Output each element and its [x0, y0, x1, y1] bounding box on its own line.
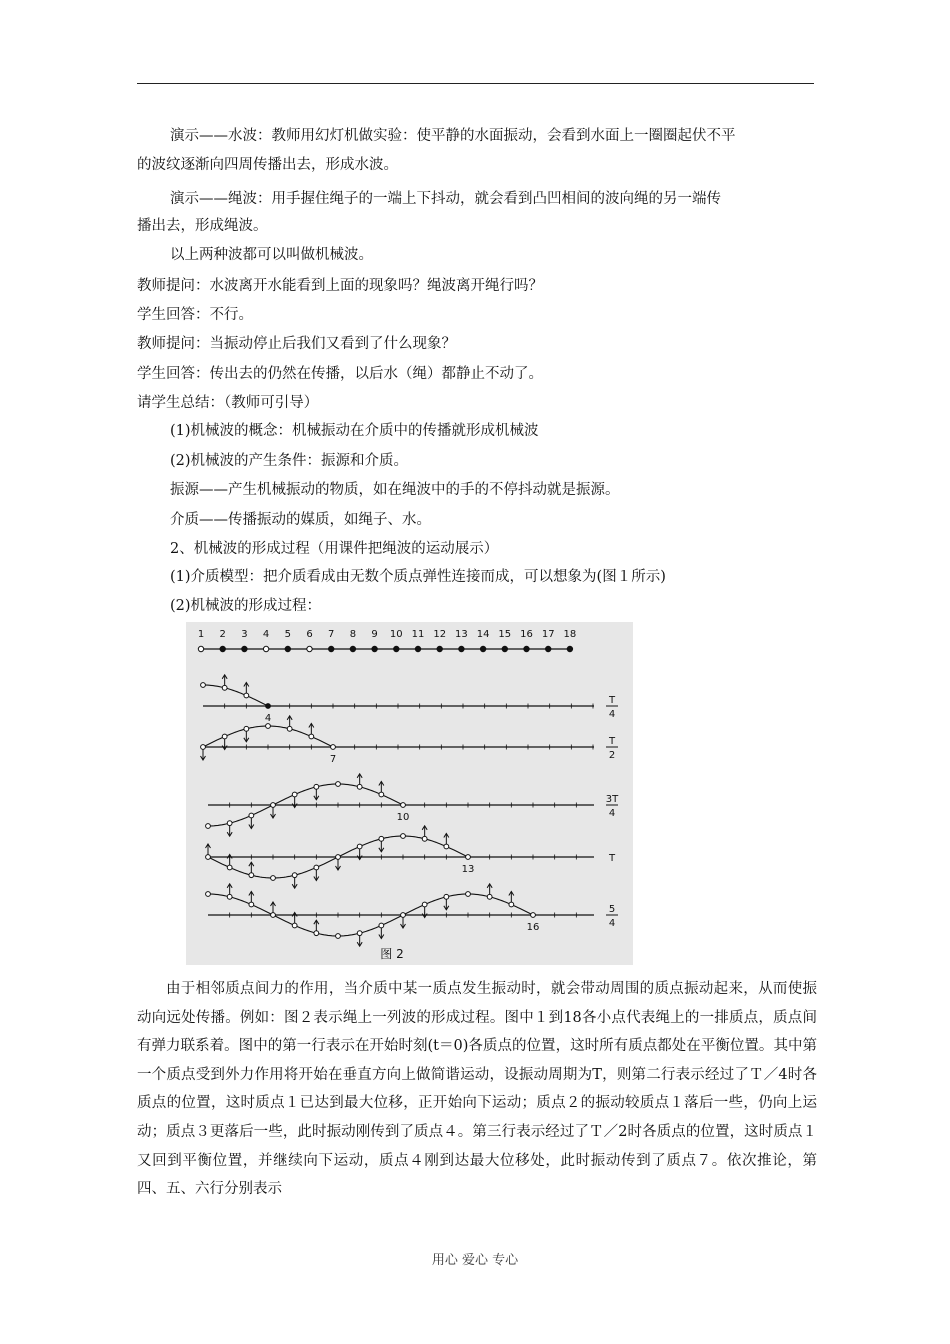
- particle-dot: [546, 646, 551, 651]
- wave-particle: [379, 792, 384, 797]
- point-number-label: 12: [433, 629, 447, 640]
- point-number-label: 3: [241, 629, 248, 640]
- wave-particle: [422, 902, 427, 907]
- wave-front-label: 10: [396, 812, 410, 823]
- wave-particle: [266, 724, 271, 729]
- text-line: 学生回答：不行。: [137, 307, 253, 323]
- wave-particle: [357, 784, 362, 789]
- wave-particle: [336, 934, 341, 939]
- wave-front-label: 4: [264, 713, 272, 724]
- wave-particle: [336, 855, 341, 860]
- text-line: 振源——产生机械振动的物质，如在绳波中的手的不停抖动就是振源。: [170, 482, 620, 498]
- point-number-label: 18: [563, 629, 577, 640]
- wave-particle: [309, 734, 314, 739]
- point-number-label: 14: [476, 629, 490, 640]
- text-line: 2、机械波的形成过程（用课件把绳波的运动展示）: [170, 541, 499, 557]
- wave-figure: [186, 622, 633, 965]
- wave-particle: [314, 931, 319, 936]
- point-number-label: 17: [541, 629, 555, 640]
- wave-particle: [201, 683, 206, 688]
- wave-particle: [444, 844, 449, 849]
- wave-front-label: 13: [461, 864, 475, 875]
- wave-particle: [249, 813, 254, 818]
- point-number-label: 13: [455, 629, 468, 640]
- wave-particle: [271, 876, 276, 881]
- point-number-label: 9: [371, 629, 378, 640]
- wave-particle: [201, 745, 206, 750]
- text-line: (2)机械波的产生条件：振源和介质。: [170, 453, 409, 469]
- wave-particle: [206, 824, 211, 829]
- header-rule: [137, 83, 814, 84]
- time-denominator: 4: [608, 918, 616, 929]
- page-footer: 用心 爱心 专心: [431, 1253, 519, 1268]
- wave-particle: [531, 913, 536, 918]
- figure-caption: 图 2: [380, 947, 404, 961]
- text-line: 演示——水波：教师用幻灯机做实验：使平静的水面振动，会看到水面上一圈圈起伏不平: [170, 128, 736, 144]
- time-label: T: [608, 853, 616, 864]
- wave-particle: [249, 902, 254, 907]
- wave-particle: [487, 894, 492, 899]
- particle-dot: [480, 646, 485, 651]
- text-line: (2)机械波的形成过程：: [170, 598, 322, 614]
- wave-particle: [401, 803, 406, 808]
- point-number-label: 5: [284, 629, 291, 640]
- particle-dot: [459, 646, 464, 651]
- text-line: 以上两种波都可以叫做机械波。: [170, 247, 373, 263]
- point-number-label: 8: [349, 629, 357, 640]
- particle-dot: [285, 646, 290, 651]
- particle-dot: [220, 646, 225, 651]
- wave-particle: [314, 865, 319, 870]
- wave-particle: [466, 855, 471, 860]
- wave-particle: [292, 792, 297, 797]
- wave-curve: [203, 685, 267, 706]
- time-numerator: T: [608, 736, 616, 747]
- time-denominator: 4: [608, 808, 616, 819]
- time-numerator: T: [608, 695, 616, 706]
- particle-dot: [415, 646, 420, 651]
- wave-particle: [227, 865, 232, 870]
- time-denominator: 2: [608, 750, 616, 761]
- text-line: 演示——绳波：用手握住绳子的一端上下抖动，就会看到凸凹相间的波向绳的另一端传: [170, 191, 721, 207]
- wave-diagram: [186, 622, 633, 965]
- wave-particle: [379, 836, 384, 841]
- wave-particle: [509, 902, 514, 907]
- text-line: 的波纹逐渐向四周传播出去，形成水波。: [137, 157, 398, 173]
- particle-dot: [242, 646, 247, 651]
- wave-particle: [244, 693, 249, 698]
- point-number-label: 10: [389, 629, 403, 640]
- particle-dot: [307, 646, 312, 651]
- text-line: (1)机械波的概念：机械振动在介质中的传播就形成机械波: [170, 423, 539, 439]
- wave-particle: [222, 685, 227, 690]
- particle-dot: [394, 646, 399, 651]
- wave-particle: [271, 913, 276, 918]
- particle-dot: [502, 646, 507, 651]
- particle-dot: [329, 646, 334, 651]
- wave-particle: [266, 704, 271, 709]
- text-line: 学生回答：传出去的仍然在传播，以后水（绳）都静止不动了。: [137, 366, 543, 382]
- point-number-label: 6: [306, 629, 313, 640]
- time-denominator: 4: [608, 709, 616, 720]
- particle-dot: [372, 646, 377, 651]
- wave-particle: [401, 913, 406, 918]
- point-number-label: 15: [498, 629, 512, 640]
- wave-particle: [466, 892, 471, 897]
- particle-dot: [198, 646, 203, 651]
- wave-particle: [292, 923, 297, 928]
- text-line: 播出去，形成绳波。: [137, 218, 268, 234]
- wave-particle: [271, 803, 276, 808]
- point-number-label: 7: [328, 629, 335, 640]
- text-line: (1)介质模型：把介质看成由无数个质点弹性连接而成，可以想象为(图１所示): [170, 569, 666, 585]
- point-number-label: 16: [520, 629, 533, 640]
- wave-particle: [244, 726, 249, 731]
- wave-particle: [227, 821, 232, 826]
- point-number-label: 4: [262, 629, 270, 640]
- particle-dot: [567, 646, 572, 651]
- wave-front-label: 16: [526, 922, 540, 933]
- wave-particle: [357, 931, 362, 936]
- text-line: 教师提问：水波离开水能看到上面的现象吗？绳波离开绳行吗？: [137, 278, 543, 294]
- wave-particle: [422, 836, 427, 841]
- wave-particle: [249, 873, 254, 878]
- wave-particle: [287, 726, 292, 731]
- point-number-label: 11: [411, 629, 425, 640]
- wave-particle: [222, 734, 227, 739]
- point-number-label: 2: [219, 629, 226, 640]
- particle-dot: [524, 646, 529, 651]
- wave-front-label: 7: [329, 754, 337, 765]
- body-paragraph: 由于相邻质点间力的作用，当介质中某一质点发生振动时，就会带动周围的质点振动起来，从而使振动向远处传播。例如：图２表示绳上一列波的形成过程。图中１到18各小点代表绳上的一排质点，质点间有弹力联系着。图中的第一行表示在开始时刻(t＝0)各质点的位置，这时所有质点都处在平衡位置。其中第一个质点受到外力作用将开始在垂直方向上做简谐运动，设振动周期为T，则第二行表示经过了Ｔ／4时各质点的位置，这时质点１已达到最大位移，正开始向下运动；质点２的振动较质点１落后一些，仍向上运动；质点３更落后一些，此时振动刚传到了质点４。第三行表示经过了Ｔ／2时各质点的位置，这时质点１又回到平衡位置，并继续向下运动，质点４刚到达最大位移处，此时振动传到了质点７。依次推论，第四、五、六行分别表示: [137, 981, 817, 1198]
- text-line: 请学生总结：（教师可引导）: [137, 395, 319, 411]
- point-number-label: 1: [197, 629, 205, 640]
- text-line: 教师提问：当振动停止后我们又看到了什么现象？: [137, 336, 456, 352]
- time-numerator: 3T: [605, 794, 619, 805]
- wave-particle: [401, 834, 406, 839]
- wave-particle: [292, 873, 297, 878]
- wave-particle: [227, 894, 232, 899]
- wave-particle: [336, 782, 341, 787]
- particle-dot: [437, 646, 442, 651]
- wave-particle: [444, 894, 449, 899]
- particle-dot: [263, 646, 268, 651]
- text-line: 介质——传播振动的媒质，如绳子、水。: [170, 512, 431, 528]
- wave-particle: [206, 855, 211, 860]
- wave-particle: [206, 892, 211, 897]
- wave-particle: [357, 844, 362, 849]
- wave-particle: [314, 784, 319, 789]
- particle-dot: [350, 646, 355, 651]
- wave-particle: [331, 745, 336, 750]
- wave-particle: [379, 923, 384, 928]
- time-numerator: 5: [608, 904, 616, 915]
